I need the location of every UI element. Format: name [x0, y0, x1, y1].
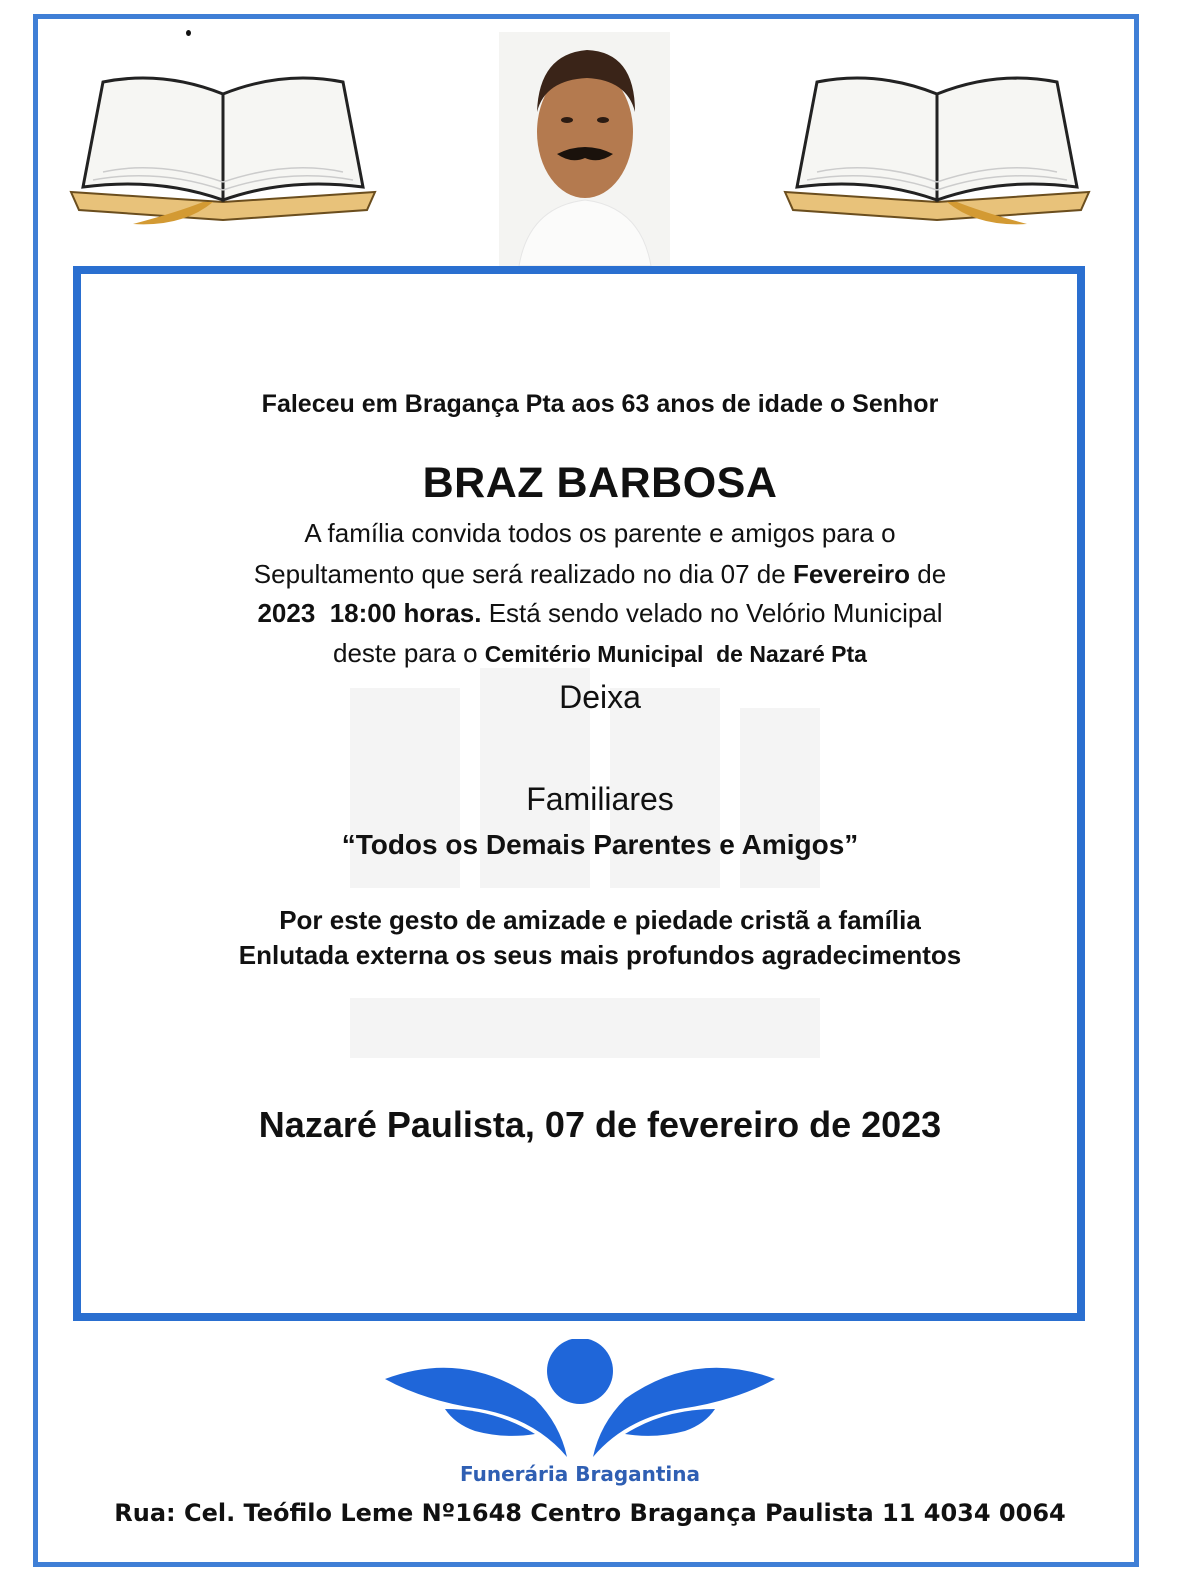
invitation-line-2	[100, 559, 1100, 590]
deceased-name: BRAZ BARBOSA	[422, 459, 778, 507]
relatives-quote: “Todos os Demais Parentes e Amigos”	[341, 829, 859, 860]
death-announcement: Faleceu em Bragança Pta aos 63 anos de idade o Senhor	[261, 390, 939, 418]
invitation-line-3	[100, 598, 1100, 629]
leaves-heading: Deixa	[559, 679, 641, 715]
watermark-graphic	[340, 668, 830, 1068]
thanks-line-1: Por este gesto de amizade e piedade cristã a família	[279, 905, 921, 935]
funeral-home-logo	[385, 1339, 775, 1457]
cemetery-name: Cemitério Municipal de Nazaré Pta	[484, 641, 867, 667]
invitation-line-4-text: deste para o	[333, 638, 485, 668]
family-heading: Familiares	[526, 781, 674, 817]
deceased-portrait	[499, 32, 670, 266]
wake-location: Está sendo velado no Velório Municipal	[481, 598, 943, 628]
funeral-home-name: Funerária Bragantina	[459, 1462, 701, 1486]
burial-year-time: 2023 18:00 horas.	[257, 598, 482, 628]
invitation-line-4	[100, 638, 1100, 669]
burial-month: Fevereiro	[792, 559, 911, 589]
open-book-icon-left	[63, 52, 383, 232]
invitation-line-1: A família convida todos os parente e amigos para o	[304, 518, 896, 548]
open-book-icon-right	[777, 52, 1097, 232]
speck-mark	[186, 30, 191, 36]
invitation-line-2-end: de	[910, 559, 947, 589]
place-and-date: Nazaré Paulista, 07 de fevereiro de 2023	[258, 1104, 942, 1145]
funeral-home-address: Rua: Cel. Teófilo Leme Nº1648 Centro Bragança Paulista 11 4034 0064	[114, 1499, 1066, 1527]
thanks-line-2: Enlutada externa os seus mais profundos agradecimentos	[238, 940, 962, 970]
invitation-line-2-text: Sepultamento que será realizado no dia 07 de	[253, 559, 793, 589]
